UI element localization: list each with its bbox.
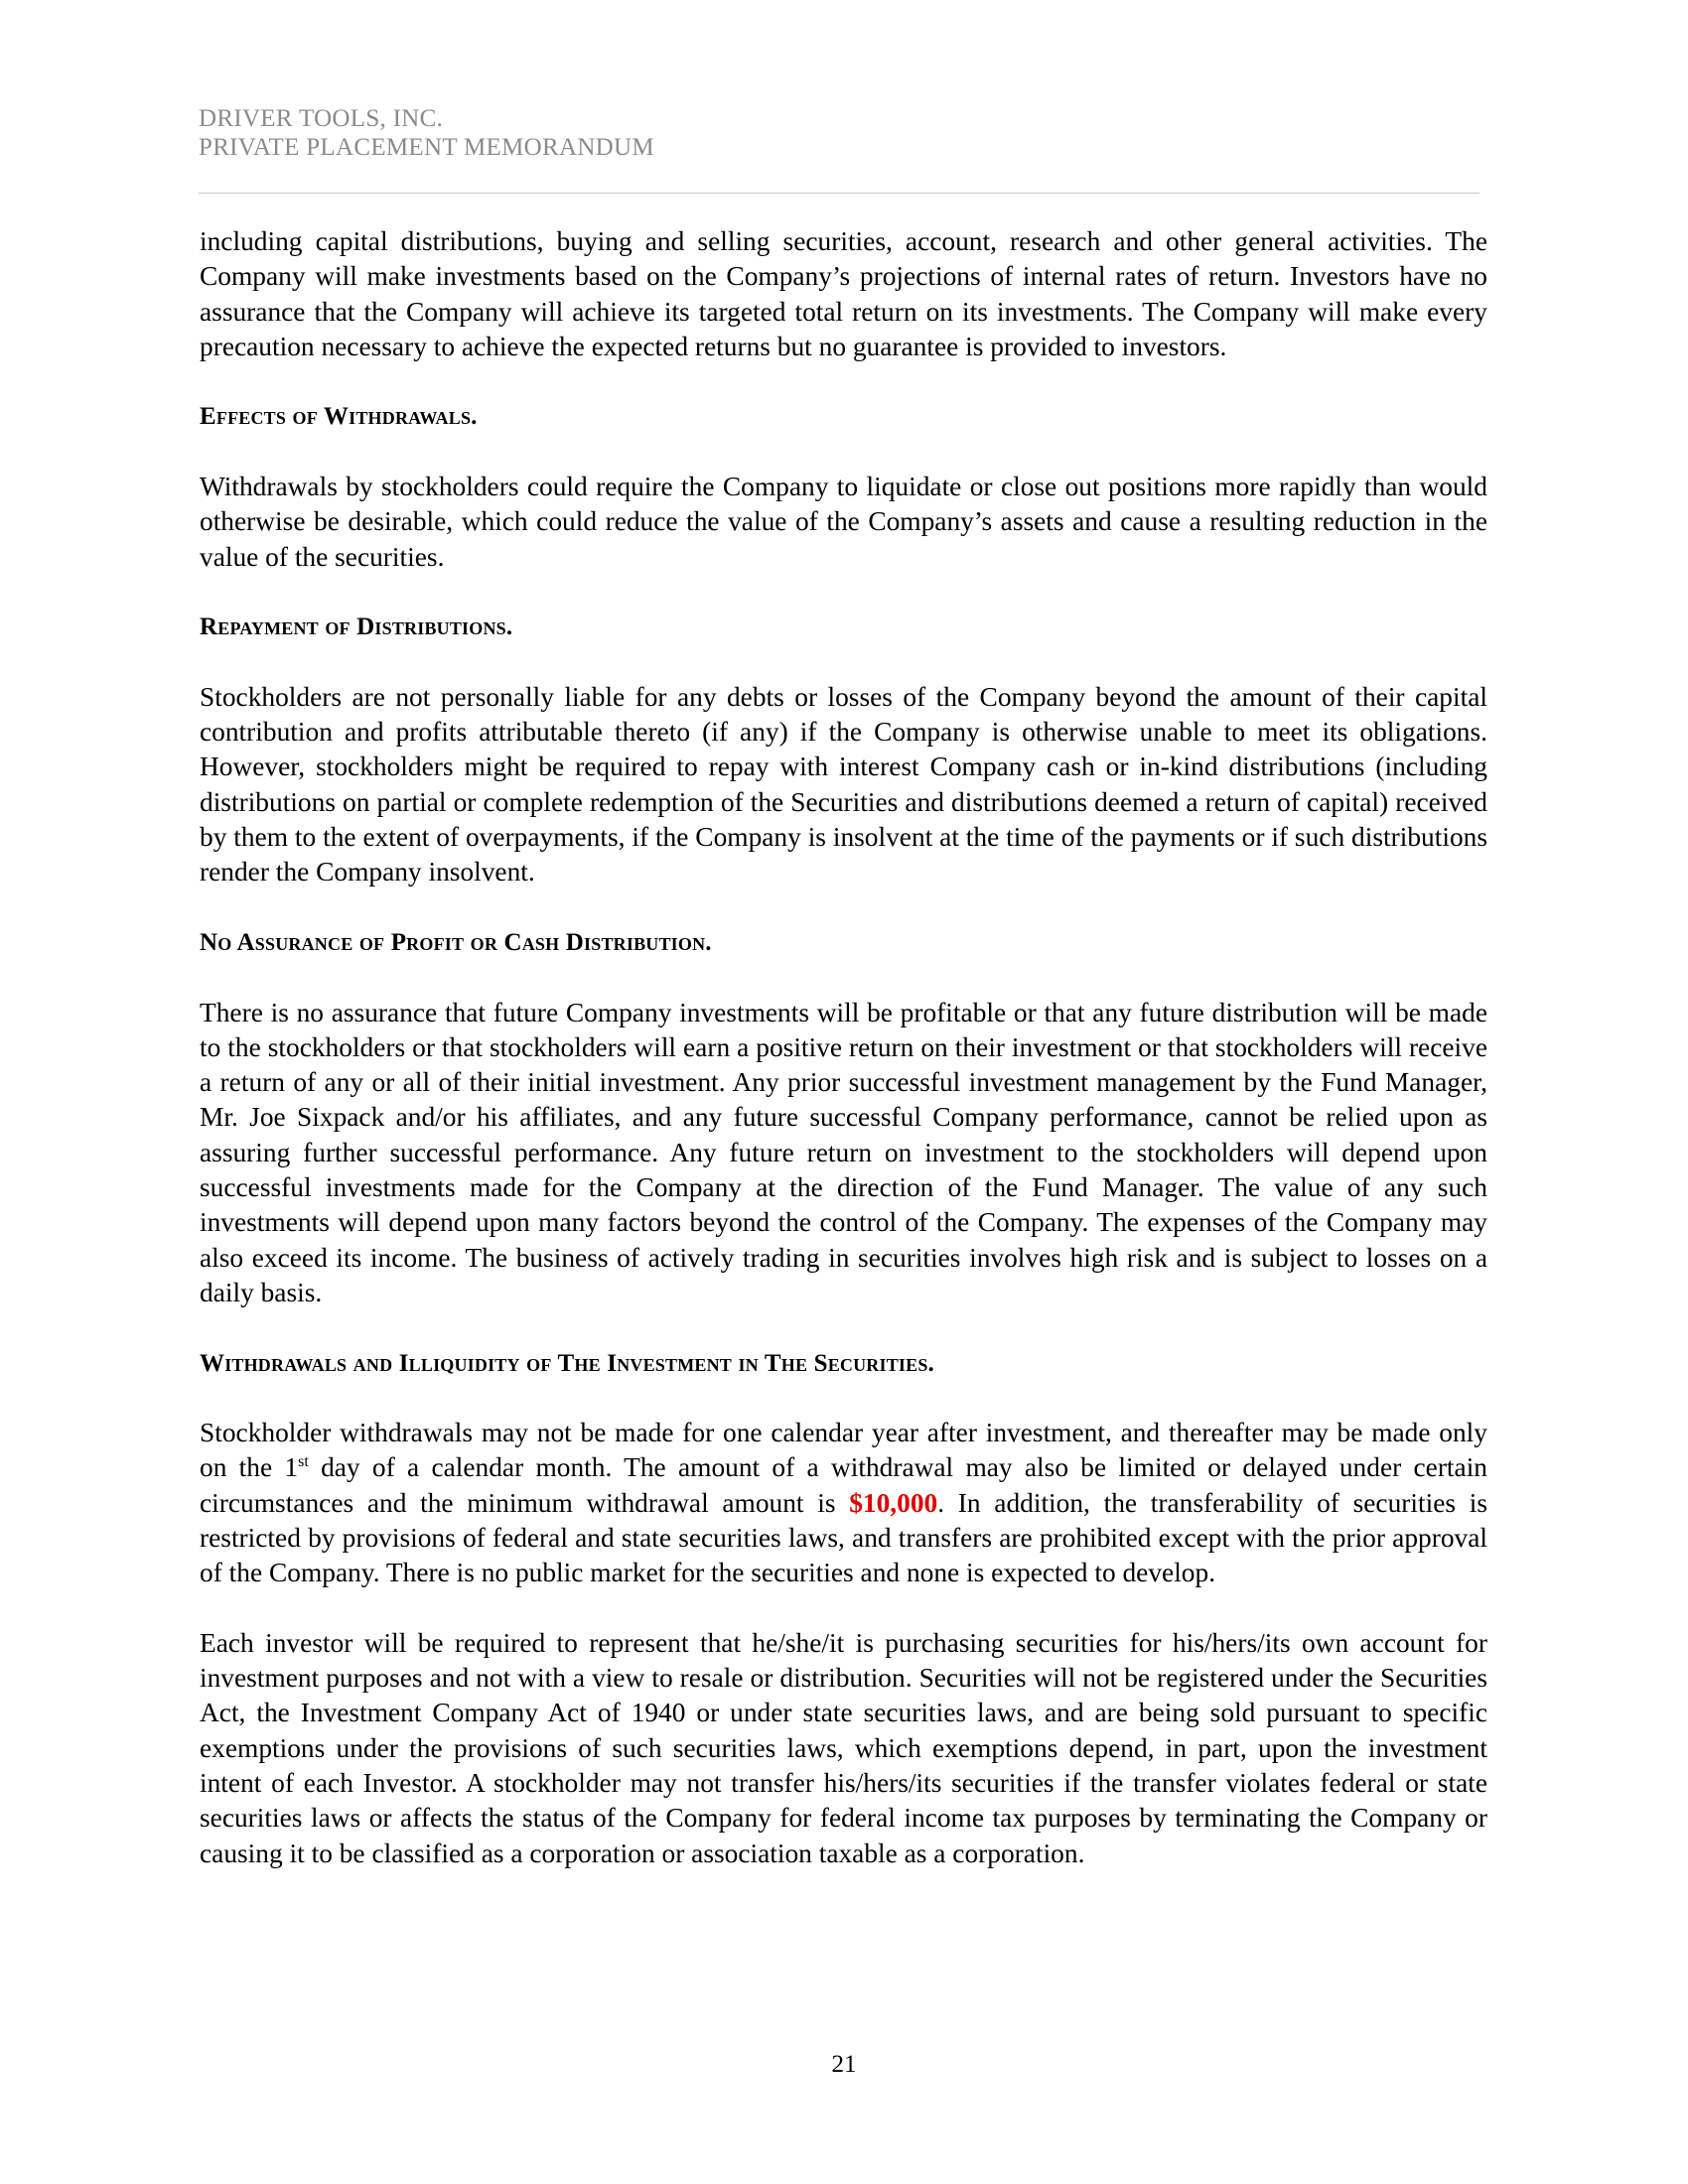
withdrawals-paragraph: Withdrawals by stockholders could require the Company to liquidate or close out positions more rapidly than would otherwise be desirable, which could reduce the value of the Company’s assets and cause a resulting reduction in the value of the securities. (200, 472, 1487, 572)
illiquidity-paragraph-1 (200, 1416, 1487, 1590)
illiquidity-text-part-2: day of a calendar month. The amount of a withdrawal may also be limited or delayed under certain circumstances and the minimum withdrawal amount is (200, 1452, 1488, 1518)
heading-withdrawals-and-illiquidity: Withdrawals and Illiquidity of The Investment in The Securities. (200, 1349, 934, 1377)
illiquidity-text-part-1: Stockholder withdrawals may not be made for one calendar year after investment, and thereafter may be made only on the 1 (200, 1418, 1487, 1483)
heading-no-assurance-of-profit: No Assurance of Profit or Cash Distribution. (200, 928, 712, 956)
intro-paragraph: including capital distributions, buying and selling securities, account, research and other general activities. The Company will make investments based on the Company’s projections of internal rates of return. Investors have no assurance that the Company will achieve its targeted total return on its investments. The Company will make every precaution necessary to achieve the expected returns but no guarantee is provided to investors. (200, 226, 1487, 361)
heading-repayment-of-distributions: Repayment of Distributions. (200, 614, 513, 641)
no-assurance-paragraph: There is no assurance that future Company investments will be profitable or that any future distribution will be made to the stockholders or that stockholders will earn a positive return on their investment or that stockholders will receive a return of any or all of their initial investment. Any prior successful investment management by the Fund Manager, Mr. Joe Sixpack and/or his affiliates, and any future successful Company performance, cannot be relied upon as assuring further successful performance. Any future return on investment to the stockholders will depend upon successful investments made for the Company at the direction of the Fund Manager. The value of any such investments will depend upon many factors beyond the control of the Company. The expenses of the Company may also exceed its income. The business of actively trading in securities involves high risk and is subject to losses on a daily basis. (200, 997, 1487, 1307)
page-number: 21 (831, 2051, 857, 2078)
header-document-title: PRIVATE PLACEMENT MEMORANDUM (199, 134, 654, 161)
illiquidity-text-part-3: . In addition, the transferability of securities is restricted by provisions of federal and state securities laws, and transfers are prohibited except with the prior approval of the Company. There is no public market for the securities and none is expected to develop. (200, 1487, 1487, 1588)
header-divider (199, 193, 1479, 194)
repayment-paragraph: Stockholders are not personally liable for any debts or losses of the Company beyond the amount of their capital contribution and profits attributable thereto (if any) if the Company is otherwise unable to meet its obligations. However, stockholders might be required to repay with interest Company cash or in-kind distributions (including distributions on partial or complete redemption of the Securities and distributions deemed a return of capital) received by them to the extent of overpayments, if the Company is insolvent at the time of the payments or if such distributions render the Company insolvent. (200, 681, 1487, 887)
page-body (200, 224, 1487, 1871)
ordinal-superscript: st (298, 1453, 309, 1471)
header-company-name: DRIVER TOOLS, INC. (199, 105, 444, 132)
illiquidity-paragraph-2: Each investor will be required to represent that he/she/it is purchasing securities for his/hers/its own account for investment purposes and not with a view to resale or distribution. Securities will not be registered under the Securities Act, the Investment Company Act of 1940 or under state securities laws, and are being sold pursuant to specific exemptions under the provisions of such securities laws, which exemptions depend, in part, upon the investment intent of each Investor. A stockholder may not transfer his/hers/its securities if the transfer violates federal or state securities laws or affects the status of the Company for federal income tax purposes by terminating the Company or causing it to be classified as a corporation or association taxable as a corporation. (200, 1627, 1487, 1868)
heading-effects-of-withdrawals: Effects of Withdrawals. (200, 403, 478, 431)
running-header (199, 104, 1479, 162)
minimum-withdrawal-amount: $10,000 (849, 1487, 938, 1518)
